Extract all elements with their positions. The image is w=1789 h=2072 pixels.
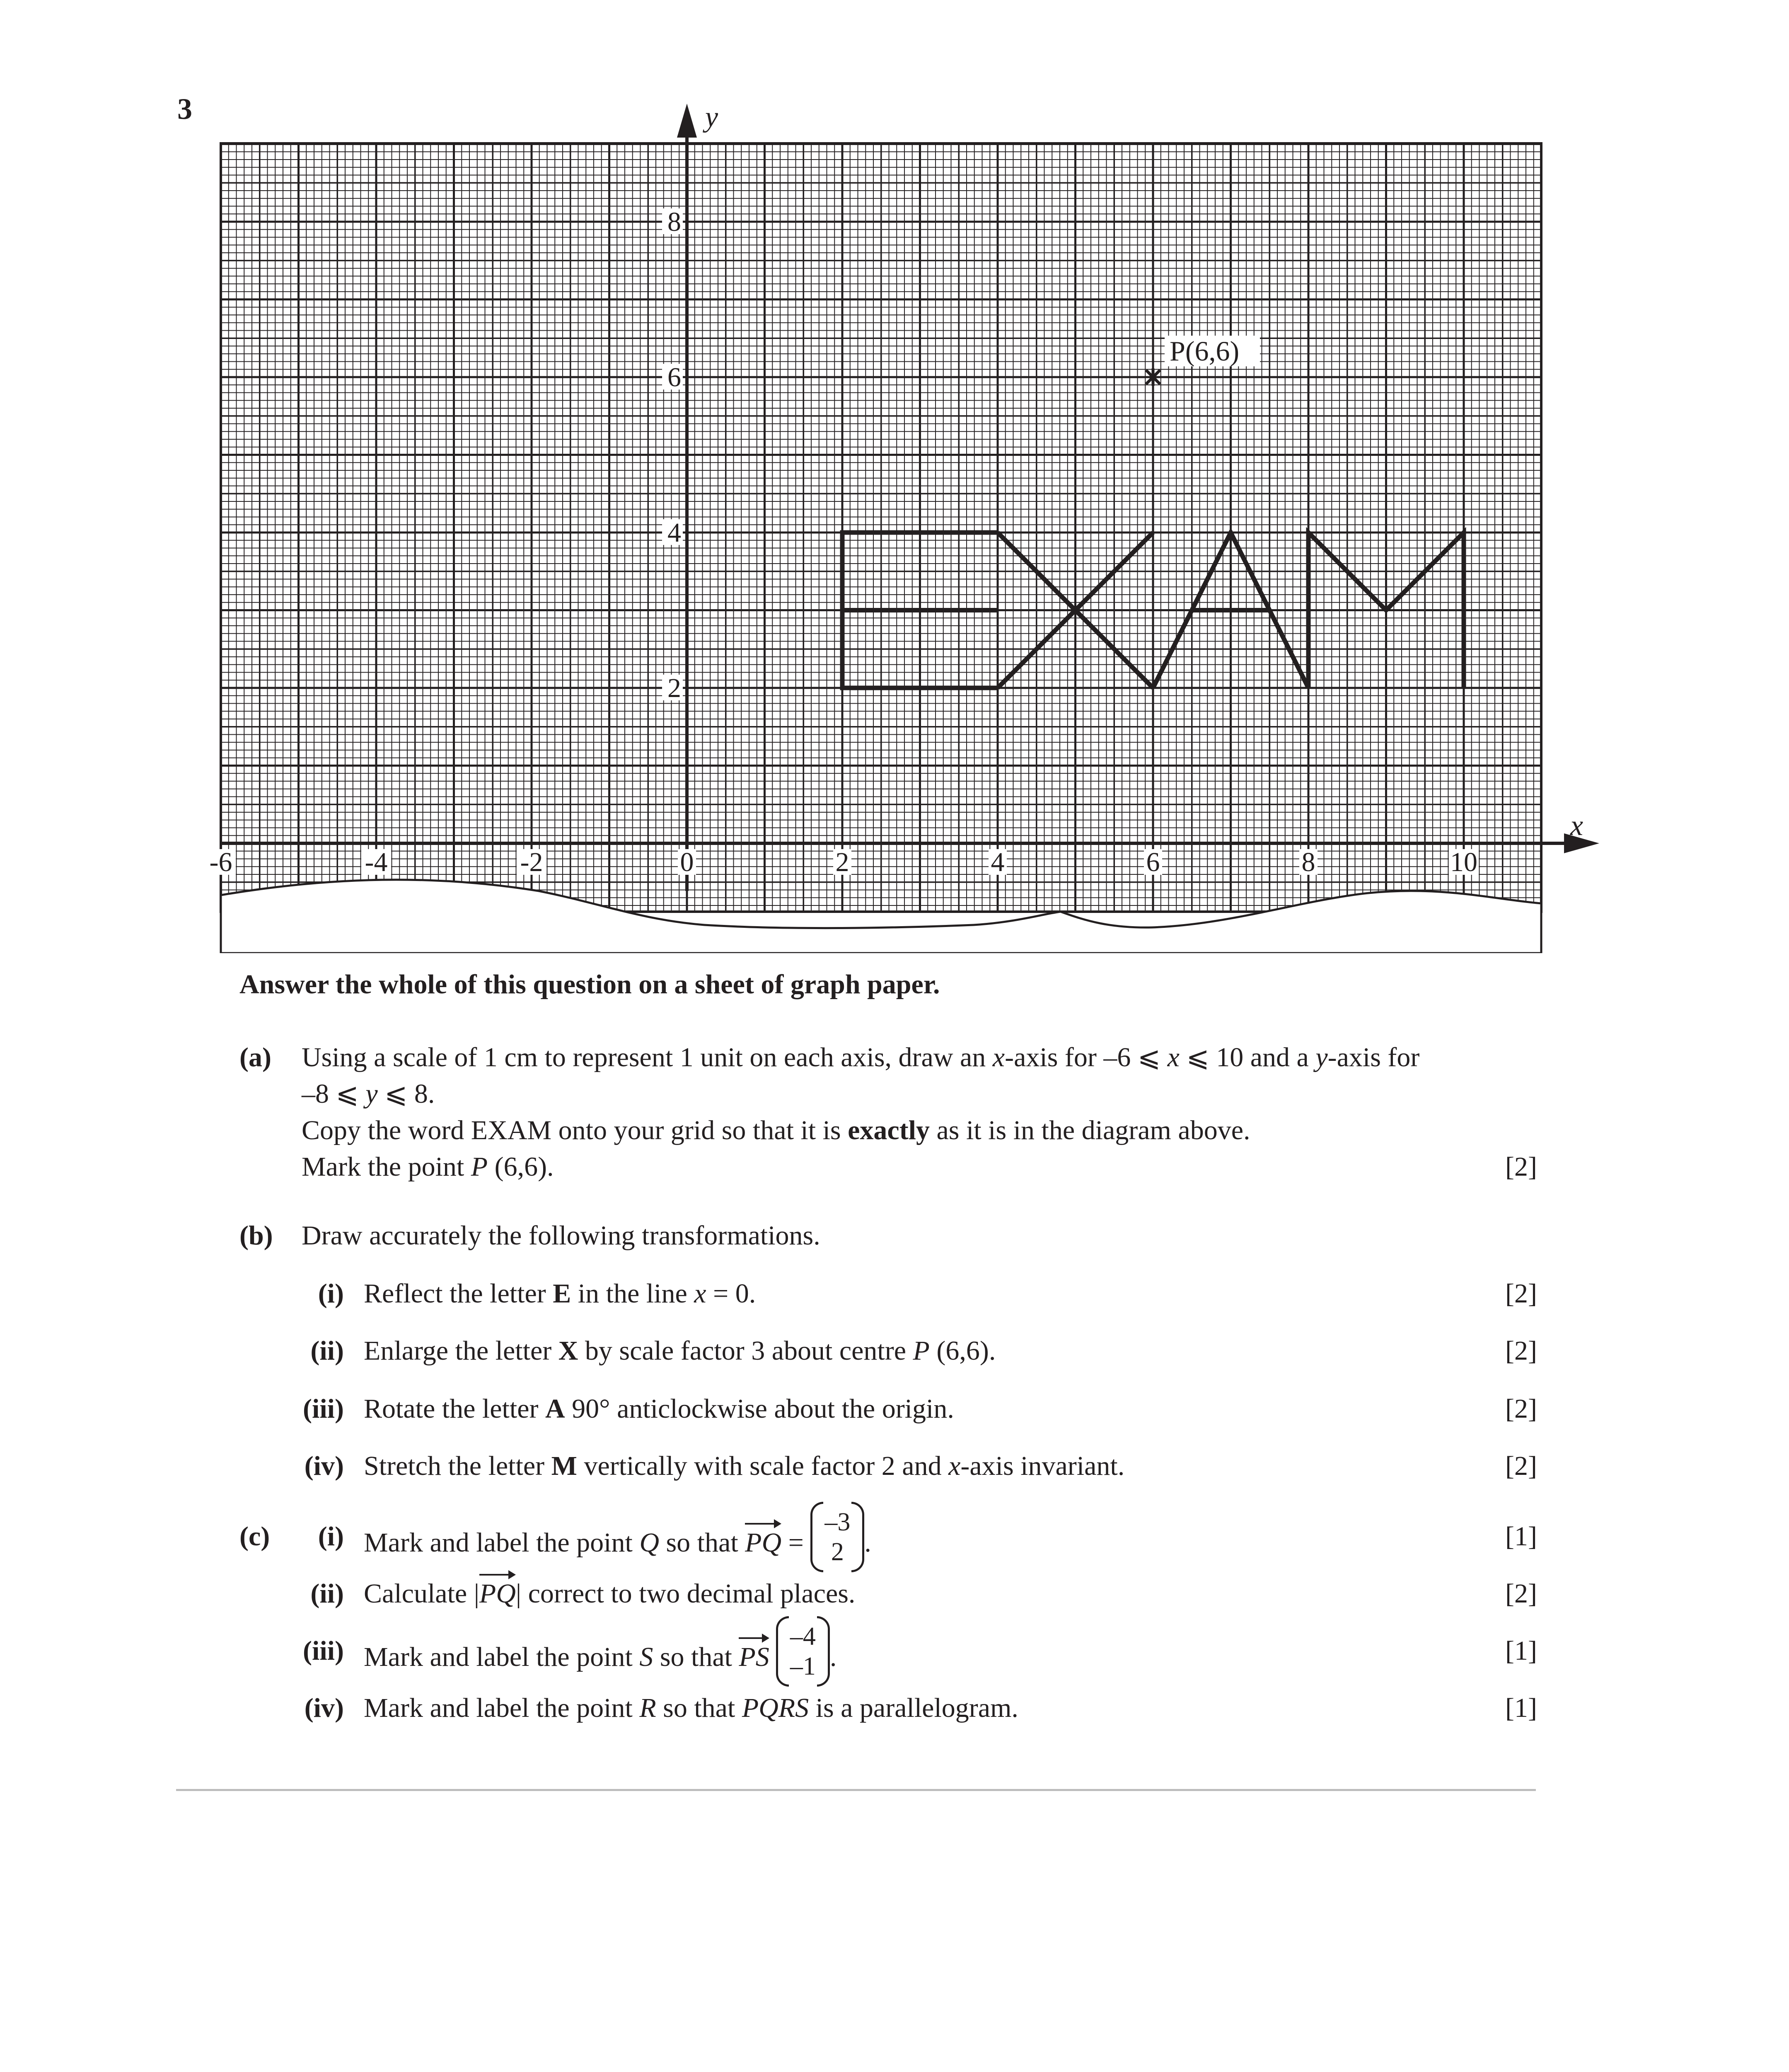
text: is a parallelogram. (809, 1693, 1018, 1723)
y-tick-label: 4 (667, 518, 681, 548)
bold-text: E (553, 1278, 571, 1309)
text: = (781, 1527, 811, 1558)
part-b-ii-text (364, 1333, 996, 1369)
text: Rotate the letter (364, 1394, 545, 1424)
text: -axis for (1327, 1042, 1420, 1072)
text: = 0. (706, 1278, 756, 1309)
y-tick-label: 8 (667, 207, 681, 237)
x-tick-label: 2 (835, 847, 849, 877)
question-number: 3 (177, 92, 192, 126)
text: -axis invariant. (960, 1451, 1125, 1481)
part-a-label: (a) (239, 1042, 271, 1072)
part-c-label: (c) (239, 1521, 270, 1552)
part-c-iv (0, 1690, 1789, 1731)
bold-text: M (551, 1451, 577, 1481)
vector-top: –3 (824, 1508, 851, 1536)
text: 90° anticlockwise about the origin. (565, 1394, 954, 1424)
var-y: y (365, 1079, 378, 1109)
part-a-line4 (0, 1149, 1789, 1190)
part-b-iv-label: (iv) (304, 1451, 344, 1481)
x-tick-label: 0 (680, 847, 694, 877)
part-a-line2 (302, 1076, 435, 1112)
part-b-i-label: (i) (318, 1278, 344, 1309)
part-b (0, 1218, 1789, 1259)
var-x: x (1167, 1042, 1180, 1072)
x-tick-label: 8 (1301, 847, 1315, 877)
part-a-line1 (302, 1039, 1419, 1076)
part-c-ii-text (364, 1576, 855, 1612)
x-axis-name: x (1570, 810, 1584, 842)
var-y: y (1315, 1042, 1328, 1072)
part-b-i (0, 1276, 1789, 1317)
vector-pq: PQ (479, 1576, 516, 1612)
part-c-iii (0, 1622, 1789, 1680)
text: Mark the point (302, 1152, 471, 1182)
italic-text: x (948, 1451, 961, 1481)
text: ⩽ 8. (377, 1079, 435, 1109)
text: so that (659, 1527, 745, 1558)
text: Mark and label the point (364, 1642, 640, 1673)
text: so that (653, 1642, 739, 1673)
x-tick-label: 4 (991, 847, 1005, 877)
part-b-iv-text (364, 1448, 1124, 1484)
part-b-i-marks: [2] (1505, 1278, 1537, 1309)
part-b-iv (0, 1448, 1789, 1489)
part-c-iii-label: (iii) (303, 1636, 344, 1666)
text: (6,6). (488, 1152, 554, 1182)
part-b-i-text (364, 1276, 756, 1312)
text: in the line (571, 1278, 694, 1309)
part-c-i-marks: [1] (1505, 1521, 1537, 1552)
x-tick-label: -6 (209, 847, 232, 877)
part-c-iv-text (364, 1690, 1018, 1726)
text: Mark and label the point (364, 1527, 640, 1558)
bold-text: X (558, 1336, 578, 1366)
text: ⩽ 10 and a (1179, 1042, 1316, 1072)
bracket-right (817, 1616, 830, 1687)
part-c-iii-text (364, 1622, 837, 1687)
part-c-iii-marks: [1] (1505, 1636, 1537, 1666)
text (302, 1149, 554, 1185)
y-tick-label: 2 (667, 673, 681, 703)
part-c-i-label: (i) (318, 1521, 344, 1552)
text: Copy the word EXAM onto your grid so that it is (302, 1115, 848, 1145)
instruction: Answer the whole of this question on a sheet of graph paper. (239, 969, 940, 1000)
var-p: P (471, 1152, 488, 1182)
y-tick-label: 6 (667, 362, 681, 392)
text: by scale factor 3 about centre (578, 1336, 913, 1366)
part-b-ii-label: (ii) (310, 1336, 344, 1366)
part-b-iii (0, 1391, 1789, 1432)
italic-text: P (913, 1336, 930, 1366)
var-s: S (639, 1642, 653, 1673)
text: . (864, 1527, 871, 1558)
bracket-left (810, 1502, 823, 1572)
vector-pq: PQ (745, 1525, 781, 1561)
part-c-i (0, 1508, 1789, 1566)
text: Stretch the letter (364, 1451, 551, 1481)
bracket-left (776, 1616, 789, 1687)
graph-diagram (0, 0, 1789, 953)
column-vector-ps (776, 1616, 830, 1687)
x-tick-label: -4 (365, 847, 388, 877)
graph-grid (221, 143, 1541, 912)
column-vector-pq (810, 1502, 864, 1572)
x-tick-label: 6 (1146, 847, 1160, 877)
point-p (1146, 335, 1260, 386)
part-b-iv-marks: [2] (1505, 1451, 1537, 1481)
shape-pqrs: PQRS (742, 1693, 809, 1723)
divider-line (176, 1789, 1536, 1791)
bracket-right (851, 1502, 864, 1572)
vector-bottom: 2 (831, 1538, 844, 1566)
part-b-ii (0, 1333, 1789, 1374)
part-c-ii (0, 1576, 1789, 1617)
text: Calculate | (364, 1578, 479, 1609)
axes (221, 101, 1599, 891)
point-p-label: P(6,6) (1170, 335, 1240, 367)
var-r: R (639, 1693, 656, 1723)
part-c-i-text (364, 1508, 871, 1572)
part-b-ii-marks: [2] (1505, 1336, 1537, 1366)
text: vertically with scale factor 2 and (577, 1451, 949, 1481)
vector-top: –4 (790, 1622, 816, 1651)
text: Enlarge the letter (364, 1336, 558, 1366)
y-axis-name: y (705, 101, 718, 133)
part-c-iv-label: (iv) (304, 1693, 344, 1723)
italic-text: x (694, 1278, 706, 1309)
vector-ps: PS (739, 1639, 769, 1675)
y-axis-arrow (677, 104, 697, 138)
text: –8 ⩽ (302, 1079, 366, 1109)
part-a-marks: [2] (1505, 1152, 1537, 1182)
text: | correct to two decimal places. (515, 1578, 856, 1609)
text: . (829, 1642, 837, 1673)
x-tick-label: 10 (1450, 847, 1477, 877)
part-a-line3 (302, 1112, 1250, 1149)
text: (6,6). (929, 1336, 996, 1366)
text: as it is in the diagram above. (930, 1115, 1250, 1145)
text: -axis for –6 ⩽ (1005, 1042, 1168, 1072)
text: so that (656, 1693, 742, 1723)
part-b-iii-label: (iii) (303, 1394, 344, 1424)
x-tick-label: -2 (520, 847, 543, 877)
text: Reflect the letter (364, 1278, 553, 1309)
part-a (0, 1039, 1789, 1081)
part-b-label: (b) (239, 1220, 273, 1251)
var-q: Q (639, 1527, 659, 1558)
vector-bottom: –1 (790, 1652, 816, 1680)
part-c-ii-marks: [2] (1505, 1578, 1537, 1609)
part-c-ii-label: (ii) (310, 1578, 344, 1609)
bold-text: exactly (848, 1115, 930, 1145)
bold-text: A (545, 1394, 565, 1424)
text: Mark and label the point (364, 1693, 640, 1723)
part-b-iii-marks: [2] (1505, 1394, 1537, 1424)
part-b-intro: Draw accurately the following transformations. (302, 1220, 820, 1251)
part-c-iv-marks: [1] (1505, 1693, 1537, 1723)
part-b-iii-text (364, 1391, 954, 1427)
text: Using a scale of 1 cm to represent 1 unit on each axis, draw an (302, 1042, 993, 1072)
var-x: x (992, 1042, 1005, 1072)
